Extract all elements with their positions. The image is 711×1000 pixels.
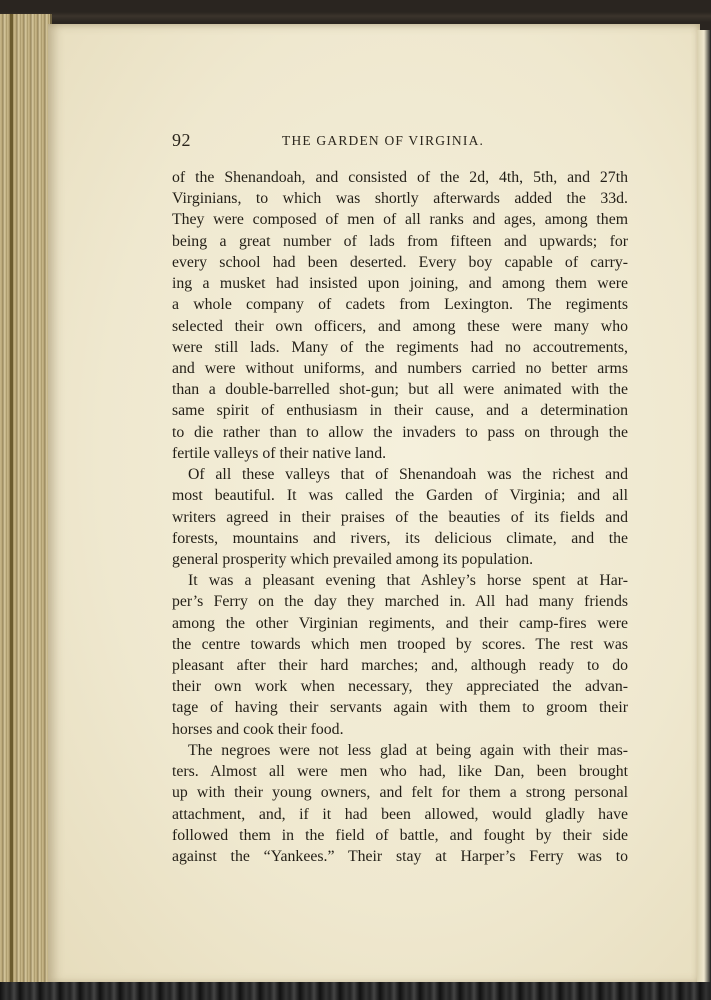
- text-line: per’s Ferry on the day they marched in. All had many friends: [172, 593, 628, 611]
- text-line: pleasant after their hard marches; and, although ready to do: [172, 657, 628, 675]
- text-line: Of all these valleys that of Shenandoah was the richest and: [188, 466, 628, 484]
- text-line: than a double-barrelled shot-gun; but all were animated with the: [172, 381, 628, 399]
- text-line: same spirit of enthusiasm in their cause, and a determination: [172, 402, 628, 420]
- paragraph: [172, 464, 628, 570]
- paragraph: [172, 570, 628, 740]
- text-line: tage of having their servants again with them to groom their: [172, 699, 628, 717]
- text-line: selected their own officers, and among these were many who: [172, 317, 628, 335]
- text-line: the centre towards which men trooped by scores. The rest was: [172, 635, 628, 653]
- paragraph: [172, 167, 628, 464]
- text-line: to die rather than to allow the invaders to pass on through the: [172, 423, 628, 441]
- page-number: 92: [172, 130, 191, 150]
- text-line: ing a musket had insisted upon joining, and among them were: [172, 275, 628, 293]
- text-line: up with their young owners, and felt for them a strong personal: [172, 784, 628, 802]
- text-line: and were without uniforms, and numbers carried no better arms: [172, 359, 628, 377]
- text-line: forests, mountains and rivers, its delicious climate, and the: [172, 529, 628, 547]
- running-head: [172, 130, 628, 152]
- text-line: were still lads. Many of the regiments had no accoutrements,: [172, 338, 628, 356]
- paragraph: [172, 740, 628, 867]
- text-line: The negroes were not less glad at being again with their mas-: [188, 741, 628, 759]
- text-line: ters. Almost all were men who had, like Dan, been brought: [172, 763, 628, 781]
- text-line: attachment, and, if it had been allowed, would gladly have: [172, 805, 628, 823]
- text-line: general prosperity which prevailed among its population.: [172, 550, 534, 568]
- page-right-edge: [697, 30, 711, 990]
- page-stack-edges: [0, 14, 52, 986]
- text-line: They were composed of men of all ranks and ages, among them: [172, 211, 628, 229]
- text-line: It was a pleasant evening that Ashley’s horse spent at Har-: [188, 572, 628, 590]
- text-line: followed them in the field of battle, and fought by their side: [172, 826, 628, 844]
- text-line: against the “Yankees.” Their stay at Harper’s Ferry was to: [172, 848, 628, 865]
- binding-strip: [0, 982, 711, 1000]
- text-line: being a great number of lads from fifteen and upwards; for: [172, 232, 628, 250]
- text-line: of the Shenandoah, and consisted of the 2d, 4th, 5th, and 27th: [172, 169, 628, 186]
- text-line: a whole company of cadets from Lexington. The regiments: [172, 296, 628, 314]
- text-line: horses and cook their food.: [172, 720, 344, 738]
- text-line: their own work when necessary, they appreciated the advan-: [172, 678, 628, 696]
- text-line: fertile valleys of their native land.: [172, 444, 387, 462]
- text-line: every school had been deserted. Every boy capable of carry-: [172, 253, 628, 271]
- body-text: [172, 167, 628, 867]
- text-line: among the other Virginian regiments, and their camp-fires were: [172, 614, 628, 632]
- running-title: THE GARDEN OF VIRGINIA.: [282, 133, 485, 148]
- text-line: Virginians, to which was shortly afterwards added the 33d.: [172, 190, 628, 208]
- text-line: writers agreed in their praises of the beauties of its fields and: [172, 508, 628, 526]
- text-line: most beautiful. It was called the Garden of Virginia; and all: [172, 487, 628, 505]
